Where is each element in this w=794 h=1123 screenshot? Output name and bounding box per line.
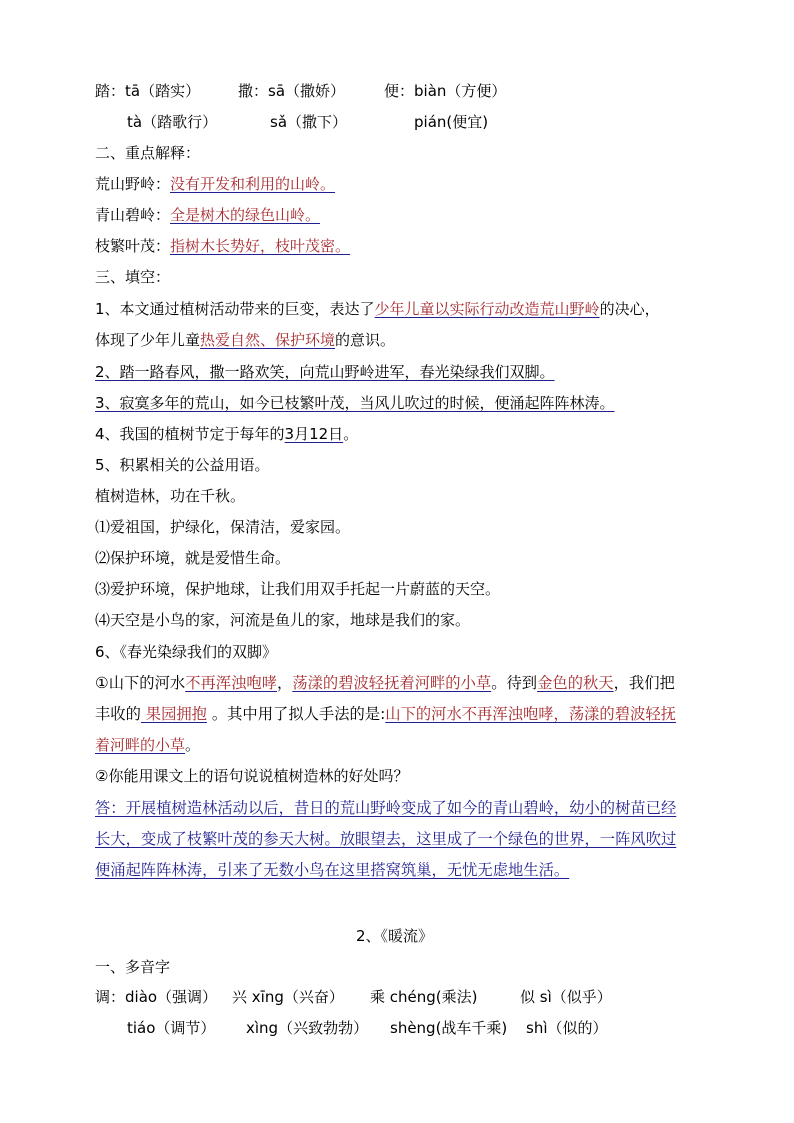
polyphone-tiao: tiáo（调节） bbox=[127, 1019, 216, 1037]
q6-s2-answer: 答：开展植树造林活动以后，昔日的荒山野岭变成了如今的青山碧岭，幼小的树苗已经 bbox=[95, 799, 677, 817]
q2-text: 2、踏一路春风，撒一路欢笑，向荒山野岭进军，春光染绿我们双脚。 bbox=[95, 363, 555, 381]
q1-text-2: 的决心， bbox=[599, 300, 660, 318]
polyphone-xing2: xìng（兴致勃勃） bbox=[246, 1019, 369, 1037]
polyphone-ta: 踏：tā（踏实） bbox=[95, 82, 201, 100]
q6-s2-answer: 便涌起阵阵林涛，引来了无数小鸟在这里搭窝筑巢，无忧无虑地生活。 bbox=[95, 861, 570, 879]
polyphone-bian-text: 便：biàn（方便） bbox=[384, 82, 507, 100]
polyphone-diao: 调：diào（强调） bbox=[95, 988, 218, 1006]
q6-text: ， bbox=[277, 674, 293, 692]
q3-text: 3、寂寞多年的荒山，如今已枝繁叶茂，当风儿吹过的时候，便涌起阵阵林涛。 bbox=[95, 394, 615, 412]
explanation-term: 枝繁叶茂： bbox=[95, 237, 171, 255]
polyphone-shi: shì（似的） bbox=[526, 1019, 608, 1037]
explanation-item bbox=[95, 173, 335, 195]
polyphone-sa bbox=[238, 80, 345, 102]
section-heading-explanation: 二、重点解释： bbox=[95, 144, 201, 162]
q6-answer: 果园拥抱 bbox=[140, 705, 207, 723]
polyphone-sa-text: 撒：sā（撒娇） bbox=[238, 82, 346, 100]
q6-s2-answer-line bbox=[95, 859, 569, 881]
q4-text: 4、我国的植树节定于每年的 bbox=[95, 425, 285, 443]
lesson-heading: 一、多音字 bbox=[95, 958, 171, 976]
slogan: 植树造林，功在千秋。 bbox=[95, 487, 246, 505]
q6-s1-line-2 bbox=[95, 703, 676, 725]
question-5-title: 5、积累相关的公益用语。 bbox=[95, 456, 270, 474]
question-1-line-1 bbox=[95, 298, 660, 320]
q6-s2-answer-line bbox=[95, 797, 676, 819]
q6-text: 丰收的 bbox=[95, 705, 141, 723]
q6-text: 。其中用了拟人手法的是: bbox=[206, 705, 386, 723]
q6-text: ，我们把 bbox=[613, 674, 675, 692]
slogan-item: ⑵保护环境，就是爱惜生命。 bbox=[95, 549, 291, 567]
explanation-item bbox=[95, 235, 350, 257]
q6-s2-question: ②你能用课文上的语句说说植树造林的好处吗？ bbox=[95, 767, 409, 785]
q6-text: ①山下的河水 bbox=[95, 674, 186, 692]
explanation-def: 指树木长势好，枝叶茂密。 bbox=[170, 237, 351, 255]
polyphone-bian bbox=[384, 80, 506, 102]
slogan-item: ⑴爱祖国，护绿化，保清洁，爱家园。 bbox=[95, 518, 351, 536]
slogan-item: ⑷天空是小鸟的家，河流是鱼儿的家，地球是我们的家。 bbox=[95, 611, 471, 629]
explanation-item bbox=[95, 204, 320, 226]
q4-answer: 3月12日 bbox=[284, 425, 344, 443]
polyphone-row-1 bbox=[95, 80, 200, 102]
q1-answer-2: 热爱自然、保护环境 bbox=[200, 331, 336, 349]
polyphone-si: 似 sì（似乎） bbox=[520, 988, 612, 1006]
explanation-def: 没有开发和利用的山岭。 bbox=[170, 175, 336, 193]
slogan-item: ⑶爱护环境，保护地球，让我们用双手托起一片蔚蓝的天空。 bbox=[95, 580, 501, 598]
polyphone-pian-text: pián(便宜) bbox=[414, 113, 489, 131]
question-4 bbox=[95, 423, 358, 445]
lesson-title: 2、《暖流》 bbox=[356, 927, 434, 945]
q1-text-4: 的意识。 bbox=[335, 331, 396, 349]
q6-answer: 着河畔的小草 bbox=[95, 736, 186, 754]
explanation-term: 青山碧岭： bbox=[95, 206, 171, 224]
explanation-term: 荒山野岭： bbox=[95, 175, 171, 193]
q6-answer: 山下的河水不再浑浊咆哮，荡漾的碧波轻抚 bbox=[385, 705, 676, 723]
q6-s1-line-3 bbox=[95, 734, 200, 756]
polyphone-sa2 bbox=[270, 111, 347, 133]
q4-text-2: 。 bbox=[343, 425, 359, 443]
q6-s2-answer-line bbox=[95, 828, 676, 850]
polyphone-sa2-text: sǎ（撒下） bbox=[270, 113, 348, 131]
question-1-line-2 bbox=[95, 329, 395, 351]
q6-s1-line-1 bbox=[95, 672, 675, 694]
q6-answer: 金色的秋天 bbox=[537, 674, 614, 692]
q1-text: 1、本文通过植树活动带来的巨变，表达了 bbox=[95, 300, 375, 318]
polyphone-ta2 bbox=[127, 111, 217, 133]
polyphone-ta2-text: tà（踏歌行） bbox=[127, 113, 218, 131]
q6-text: 。待到 bbox=[491, 674, 538, 692]
question-6-title: 6、《春光染绿我们的双脚》 bbox=[95, 643, 278, 661]
q1-answer-1: 少年儿童以实际行动改造荒山野岭 bbox=[374, 300, 600, 318]
polyphone-xing: 兴 xīng（兴奋） bbox=[232, 988, 344, 1006]
q6-answer: 荡漾的碧波轻抚着河畔的小草 bbox=[292, 674, 492, 692]
q6-text: 。 bbox=[185, 736, 201, 754]
question-3 bbox=[95, 392, 615, 414]
q6-answer: 不再浑浊咆哮 bbox=[185, 674, 277, 692]
question-2 bbox=[95, 361, 555, 383]
section-heading-fill: 三、填空： bbox=[95, 268, 171, 286]
polyphone-cheng: 乘 chéng(乘法) bbox=[370, 988, 478, 1006]
q1-text-3: 体现了少年儿童 bbox=[95, 331, 201, 349]
polyphone-sheng: shèng(战车千乘) bbox=[390, 1019, 508, 1037]
q6-s2-answer: 长大，变成了枝繁叶茂的参天大树。放眼望去，这里成了一个绿色的世界，一阵风吹过 bbox=[95, 830, 677, 848]
polyphone-pian bbox=[414, 111, 488, 133]
explanation-def: 全是树木的绿色山岭。 bbox=[170, 206, 321, 224]
